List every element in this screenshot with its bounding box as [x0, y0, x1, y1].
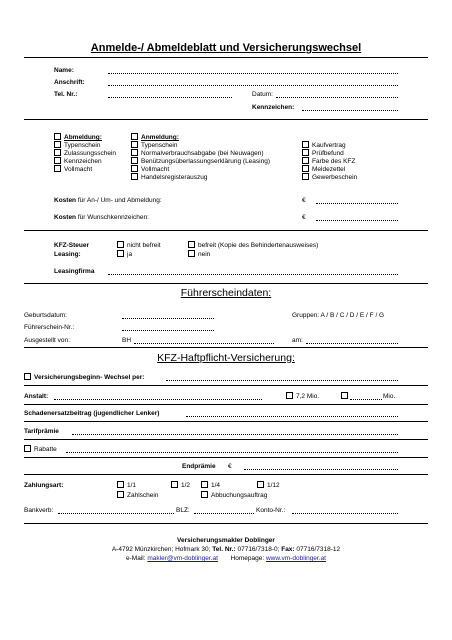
geburtsdatum-label: Geburtsdatum: [24, 312, 67, 319]
ausgestellt-field[interactable] [134, 343, 274, 344]
anmeldung-item[interactable]: Vollmacht [131, 166, 169, 174]
document-item[interactable]: Gewerbeschein [302, 174, 357, 182]
konto-field[interactable] [292, 513, 398, 514]
divider [24, 523, 428, 524]
anstalt-field[interactable] [54, 399, 262, 400]
homepage-link[interactable]: www.vm-doblinger.at [265, 555, 326, 562]
kosten-anmeldung-field[interactable] [316, 203, 398, 204]
checkbox[interactable] [302, 165, 309, 172]
kennzeichen-field[interactable] [302, 110, 398, 111]
kfz-steuer-label: KFZ-Steuer [54, 242, 90, 249]
checkbox[interactable] [54, 165, 61, 172]
tel-field[interactable] [108, 97, 232, 98]
divider [24, 457, 428, 458]
schadenersatz-label: Schadenersatzbeitrag (jugendlicher Lenker) [24, 410, 160, 417]
anmeldung-item[interactable]: Normalverbrauchsabgabe (bei Neuwagen) [131, 150, 263, 158]
divider [24, 385, 428, 386]
checkbox[interactable] [24, 373, 31, 380]
anmeldung-item[interactable]: Handelsregisterauszug [131, 174, 207, 182]
kosten-wunsch-label: Kosten für Wunschkennzeichen: [54, 214, 149, 221]
checkbox[interactable] [24, 445, 31, 452]
abmeldung-header[interactable]: Abmeldung: [54, 134, 102, 142]
konto-label: Konto-Nr.: [256, 507, 286, 514]
bh-label: BH [122, 337, 132, 344]
footer-web: e-Mail: makler@vm-doblinger.at Homepage: www.vm-doblinger.at [126, 555, 326, 562]
document-item[interactable]: Prüfbefund [302, 150, 344, 158]
name-label: Name: [54, 67, 74, 74]
kosten-anmeldung-label: Kosten für An-/ Um- und Abmeldung: [54, 197, 162, 204]
anstalt-label: Anstalt: [24, 393, 49, 400]
checkbox[interactable] [131, 173, 138, 180]
zahlschein-option[interactable]: Zahlschein [117, 492, 158, 500]
datum-field[interactable] [276, 97, 398, 98]
versicherungsbeginn-option[interactable]: Versicherungsbeginn- Wechsel per: [24, 374, 144, 382]
checkbox[interactable] [302, 157, 309, 164]
nicht-befreit-option[interactable]: nicht befreit [117, 242, 161, 250]
endpraemie-field[interactable] [244, 469, 398, 470]
leasingfirma-label: Leasingfirma [54, 268, 95, 275]
checkbox[interactable] [201, 481, 208, 488]
checkbox[interactable] [117, 481, 124, 488]
checkbox[interactable] [257, 481, 264, 488]
checkbox[interactable] [286, 392, 293, 399]
divider [24, 439, 428, 440]
checkbox[interactable] [54, 133, 61, 140]
checkbox[interactable] [117, 250, 124, 257]
zahlung-1-4-option[interactable]: 1/4 [201, 482, 220, 490]
blz-label: BLZ: [176, 507, 190, 514]
leasing-nein-option[interactable]: nein [188, 251, 210, 259]
page-title: Anmelde-/ Abmeldeblatt und Versicherungswechsel [90, 42, 362, 54]
checkbox[interactable] [131, 149, 138, 156]
document-item[interactable]: Meldezettel [302, 166, 345, 174]
endpraemie-label: Endprämie [182, 463, 216, 470]
euro-sign: € [228, 463, 232, 470]
checkbox[interactable] [171, 481, 178, 488]
divider [24, 283, 428, 284]
checkbox[interactable] [188, 250, 195, 257]
anschrift-label: Anschrift: [54, 79, 85, 86]
email-link[interactable]: makler@vm-doblinger.at [147, 555, 218, 562]
anmeldung-item[interactable]: Benützungsüberlassungserklärung (Leasing) [131, 158, 270, 166]
divider [24, 421, 428, 422]
abmeldung-item[interactable]: Zulassungsschein [54, 150, 116, 158]
divider [24, 404, 428, 405]
geburtsdatum-field[interactable] [122, 318, 214, 319]
divider [24, 119, 428, 120]
mio-custom-field[interactable] [350, 399, 382, 400]
leasing-ja-option[interactable]: ja [117, 251, 132, 259]
checkbox[interactable] [188, 241, 195, 248]
kosten-wunsch-field[interactable] [316, 220, 398, 221]
euro-sign: € [302, 197, 306, 204]
datum-label: Datum: [252, 91, 273, 98]
bankverb-field[interactable] [58, 513, 174, 514]
name-field[interactable] [108, 73, 398, 74]
abmeldung-item[interactable]: Vollmacht [54, 166, 92, 174]
ausgestellt-label: Ausgestellt von: [24, 337, 70, 344]
divider [24, 474, 428, 475]
checkbox[interactable] [302, 173, 309, 180]
fuehrerschein-nr-label: Führerschein-Nr.: [24, 324, 75, 331]
divider [24, 57, 428, 58]
rabatte-option[interactable]: Rabatte [24, 446, 57, 454]
checkbox[interactable] [54, 157, 61, 164]
haftpflicht-heading: KFZ-Haftpflicht-Versicherung: [157, 352, 295, 364]
bankverb-label: Bankverb: [24, 507, 54, 514]
zahlung-1-12-option[interactable]: 1/12 [257, 482, 280, 490]
befreit-option[interactable]: befreit (Kopie des Behindertenausweises) [188, 242, 318, 250]
zahlung-1-2-option[interactable]: 1/2 [171, 482, 190, 490]
divider [24, 347, 428, 348]
fuehrerschein-heading: Führerscheindaten: [180, 287, 272, 299]
checkbox[interactable] [131, 165, 138, 172]
schadenersatz-field[interactable] [186, 416, 398, 417]
footer-company: Versicherungsmakler Doblinger [177, 537, 275, 544]
zahlung-1-1-option[interactable]: 1/1 [117, 482, 136, 490]
rabatte-field[interactable] [66, 452, 398, 453]
checkbox[interactable] [131, 133, 138, 140]
abbuchung-option[interactable]: Abbuchungsauftrag [201, 492, 267, 500]
am-label: am: [292, 337, 303, 344]
kennzeichen-label: Kennzeichen: [252, 104, 295, 111]
versicherungsbeginn-field[interactable] [166, 380, 398, 381]
checkbox[interactable] [54, 149, 61, 156]
tarifpraemie-label: Tarifprämie [24, 428, 59, 435]
checkbox[interactable] [131, 141, 138, 148]
abmeldung-item[interactable]: Typenschein [54, 142, 101, 150]
gruppen-label: Gruppen: A / B / C / D / E / F / G [292, 312, 385, 319]
checkbox[interactable] [117, 491, 124, 498]
am-field[interactable] [306, 343, 398, 344]
checkbox[interactable] [201, 491, 208, 498]
tarifpraemie-field[interactable] [72, 434, 398, 435]
anmeldung-header[interactable]: Anmeldung: [131, 134, 179, 142]
tel-label: Tel. Nr.: [54, 91, 78, 98]
anschrift-field[interactable] [108, 85, 398, 86]
anmeldung-item[interactable]: Typenschein [131, 142, 178, 150]
checkbox[interactable] [302, 141, 309, 148]
zahlungsart-label: Zahlungsart: [24, 482, 64, 489]
leasing-label: Leasing: [54, 251, 81, 258]
footer-contact: A-4792 Münzkirchen; Hofmark 30; Tel. Nr.: 07716/7318-0; Fax: 07716/7318-12 [111, 546, 341, 553]
fuehrerschein-nr-field[interactable] [122, 330, 214, 331]
checkbox[interactable] [131, 157, 138, 164]
leasingfirma-field[interactable] [108, 274, 398, 275]
mio-label: Mio. [383, 393, 396, 400]
divider [24, 230, 428, 231]
document-item[interactable]: Kaufvertrag [302, 142, 346, 150]
checkbox[interactable] [302, 149, 309, 156]
document-item[interactable]: Farbe des KFZ [302, 158, 355, 166]
checkbox[interactable] [117, 241, 124, 248]
mio-7-2-option[interactable]: 7,2 Mio. [286, 393, 319, 401]
euro-sign: € [302, 214, 306, 221]
blz-field[interactable] [194, 513, 254, 514]
abmeldung-item[interactable]: Kennzeichen [54, 158, 102, 166]
checkbox[interactable] [54, 141, 61, 148]
